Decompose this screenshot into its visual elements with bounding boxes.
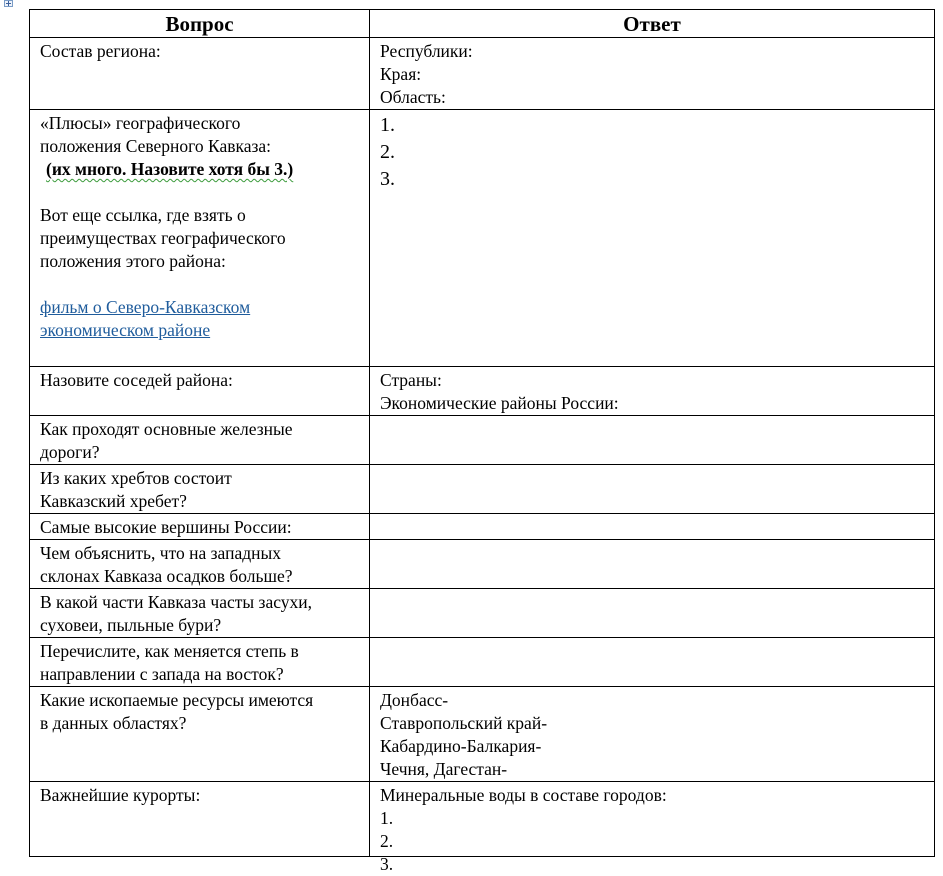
answer-cell[interactable]: [370, 589, 935, 638]
table-row: [30, 638, 935, 687]
question-text: Важнейшие курорты:: [40, 785, 201, 805]
question-text: Самые высокие вершины России:: [40, 517, 292, 537]
question-text: Как проходят основные железные: [40, 419, 293, 439]
question-cell[interactable]: [30, 540, 370, 589]
question-text: Какие ископаемые ресурсы имеются: [40, 690, 314, 710]
link-text: фильм о Северо-Кавказском: [40, 297, 251, 317]
answer-text: Минеральные воды в составе городов:: [380, 785, 667, 805]
answer-text: Ставропольский край-: [380, 713, 548, 733]
question-cell[interactable]: [30, 782, 370, 857]
answer-text: Чечня, Дагестан-: [380, 759, 508, 779]
table-move-handle-icon[interactable]: [4, 0, 13, 7]
question-text: Чем объяснить, что на западных: [40, 543, 281, 563]
note-text: (их много. Назовите хотя бы 3.): [46, 159, 294, 179]
question-text: В какой части Кавказа часты засухи,: [40, 592, 312, 612]
table-header-row: [30, 10, 935, 38]
question-text: положения этого района:: [40, 251, 226, 271]
link-text: экономическом районе: [40, 320, 211, 340]
cell-content: [380, 784, 926, 874]
header-answer: Ответ: [370, 10, 935, 38]
empty-line: [40, 273, 361, 296]
table-row: [30, 465, 935, 514]
table-row: [30, 687, 935, 782]
table-row: [30, 514, 935, 540]
answer-text: 1.: [380, 808, 394, 828]
question-text: Из каких хребтов состоит: [40, 468, 232, 488]
questions-table: [29, 9, 935, 874]
answer-cell[interactable]: [370, 110, 935, 367]
answer-cell[interactable]: [370, 416, 935, 465]
question-cell[interactable]: [30, 416, 370, 465]
question-text: склонах Кавказа осадков больше?: [40, 566, 293, 586]
question-cell[interactable]: [30, 38, 370, 110]
bold-note: [40, 158, 361, 181]
answer-cell[interactable]: [370, 38, 935, 110]
answer-cell[interactable]: [370, 465, 935, 514]
answer-number: 3.: [380, 168, 395, 190]
answer-text: 3.: [380, 854, 394, 874]
question-text: Вот еще ссылка, где взять о: [40, 205, 246, 225]
answer-text: 2.: [380, 831, 394, 851]
answer-cell[interactable]: [370, 514, 935, 540]
question-text: Кавказский хребет?: [40, 491, 187, 511]
question-cell[interactable]: [30, 514, 370, 540]
question-text: Перечислите, как меняется степь в: [40, 641, 299, 661]
table-row: [30, 589, 935, 638]
table-row: [30, 38, 935, 110]
answer-cell[interactable]: [370, 367, 935, 416]
question-text: Состав региона:: [40, 41, 161, 61]
question-text: Назовите соседей района:: [40, 370, 233, 390]
question-text: направлении с запада на восток?: [40, 664, 284, 684]
question-text: положения Северного Кавказа:: [40, 136, 272, 156]
answer-text: Края:: [380, 64, 422, 84]
question-cell[interactable]: [30, 367, 370, 416]
answer-text: Донбасс-: [380, 690, 449, 710]
question-text: преимуществах географического: [40, 228, 286, 248]
answer-cell[interactable]: [370, 687, 935, 782]
answer-text: Кабардино-Балкария-: [380, 736, 542, 756]
header-question: Вопрос: [30, 10, 370, 38]
answer-text: Область:: [380, 87, 446, 107]
question-cell[interactable]: [30, 465, 370, 514]
answer-text: Экономические районы России:: [380, 393, 619, 413]
question-text: «Плюсы» географического: [40, 113, 241, 133]
question-text: дороги?: [40, 442, 100, 462]
answer-cell[interactable]: [370, 782, 935, 874]
question-text: в данных областях?: [40, 713, 187, 733]
answer-cell[interactable]: [370, 540, 935, 589]
empty-line: [40, 181, 361, 204]
film-link[interactable]: [40, 296, 361, 342]
question-text: суховеи, пыльные бури?: [40, 615, 222, 635]
question-cell[interactable]: [30, 589, 370, 638]
cell-content: [40, 784, 361, 856]
answer-cell[interactable]: [370, 638, 935, 687]
question-cell[interactable]: [30, 687, 370, 782]
table-row: [30, 110, 935, 367]
answer-number: 2.: [380, 141, 395, 163]
answer-text: Республики:: [380, 41, 473, 61]
table-row: [30, 782, 935, 857]
question-cell[interactable]: [30, 638, 370, 687]
answer-number: 1.: [380, 114, 395, 136]
table-row: [30, 367, 935, 416]
answer-text: Страны:: [380, 370, 442, 390]
table-row: [30, 540, 935, 589]
table-row: [30, 416, 935, 465]
question-cell[interactable]: [30, 110, 370, 367]
